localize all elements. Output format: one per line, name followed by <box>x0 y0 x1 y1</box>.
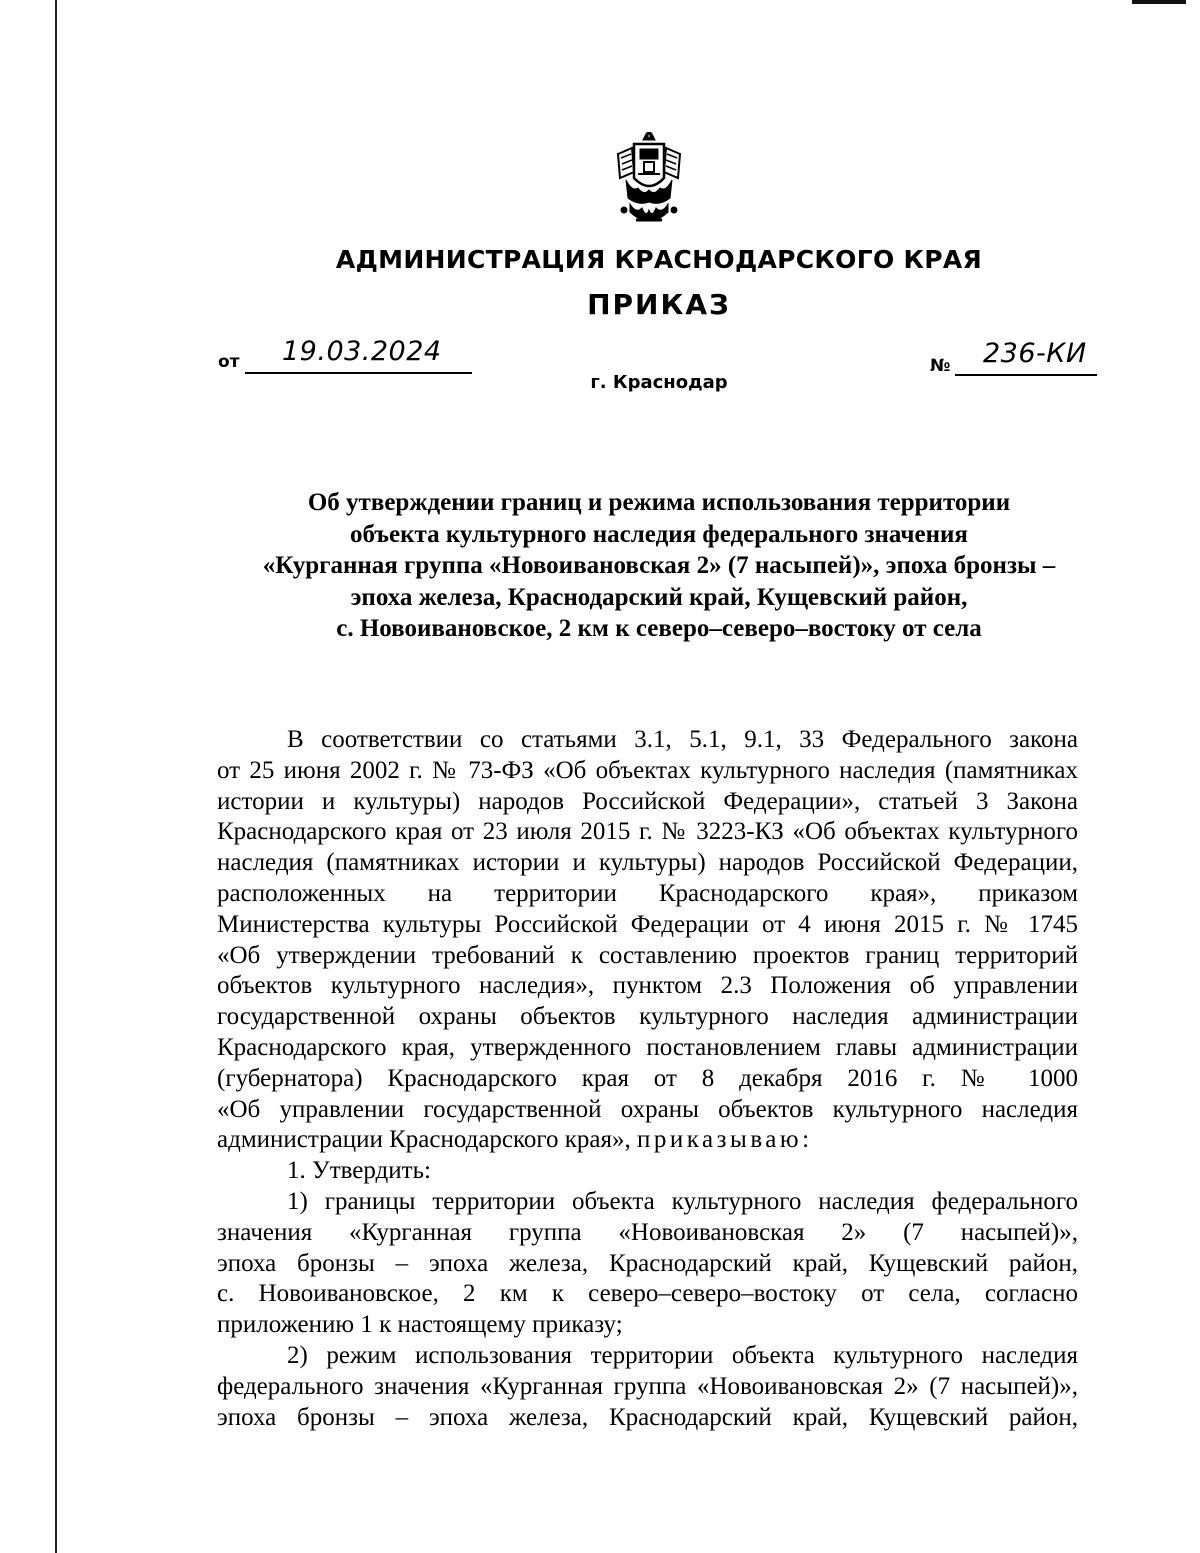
coat-of-arms-emblem <box>610 132 688 224</box>
body-line: с. Новоивановское, 2 км к северо–северо–востоку от села, согласно <box>217 1280 1078 1308</box>
body-line: «Об управлении государственной охраны объектов культурного наследия <box>217 1095 1078 1123</box>
body-line: Министерства культуры Российской Федерации от 4 июня 2015 г. № 1745 <box>217 910 1078 938</box>
body-line: наследия (памятниках истории и культуры) народов Российской Федерации, <box>217 849 1078 877</box>
body-line: от 25 июня 2002 г. № 73-ФЗ «Об объектах культурного наследия (памятниках <box>217 756 1078 784</box>
body-line: приложению 1 к настоящему приказу; <box>217 1311 623 1339</box>
city-label: г. Краснодар <box>590 372 728 393</box>
body-line: Краснодарского края от 23 июля 2015 г. № 3223-КЗ «Об объектах культурного <box>217 818 1078 846</box>
date-value-handwritten: 19.03.2024 <box>282 336 442 367</box>
body-line: «Об утверждении требований к составлению проектов границ территорий <box>217 941 1078 969</box>
subject-line: эпоха железа, Краснодарский край, Кущевский район, <box>350 583 968 611</box>
body-line: значения «Курганная группа «Новоивановская 2» (7 насыпей)», <box>217 1218 1078 1246</box>
body-line: расположенных на территории Краснодарского края», приказом <box>217 879 1078 907</box>
subject-line: Об утверждении границ и режима использования территории <box>307 489 1011 516</box>
body-line: эпоха бронзы – эпоха железа, Краснодарский край, Кущевский район, <box>217 1403 1078 1431</box>
body-line: эпоха бронзы – эпоха железа, Краснодарский край, Кущевский район, <box>217 1249 1078 1277</box>
body-line: 1) границы территории объекта культурного наследия федерального <box>287 1187 1078 1215</box>
body-line: государственной охраны объектов культурного наследия администрации <box>217 1003 1078 1031</box>
number-value-handwritten: 236-КИ <box>983 338 1087 369</box>
body-line: истории и культуры) народов Российской Федерации», статьей 3 Закона <box>217 787 1078 815</box>
document-body <box>217 725 1078 1433</box>
document-type-title: ПРИКАЗ <box>587 288 731 321</box>
number-underline <box>955 374 1097 376</box>
body-line: федерального значения «Курганная группа «Новоивановская 2» (7 насыпей)», <box>217 1372 1078 1400</box>
order-word: приказываю: <box>637 1126 813 1154</box>
item-heading: 1. Утвердить: <box>287 1157 431 1185</box>
subject-line: «Курганная группа «Новоивановская 2» (7 насыпей)», эпоха бронзы – <box>262 552 1056 579</box>
body-line: (губернатора) Краснодарского края от 8 декабря 2016 г. № 1000 <box>217 1064 1078 1092</box>
number-label: № <box>930 356 951 376</box>
scan-edge-line <box>55 0 57 1553</box>
body-line: объектов культурного наследия», пунктом 2.3 Положения об управлении <box>217 972 1078 1000</box>
subject-line: с. Новоивановское, 2 км к северо–северо–востоку от села <box>336 615 982 642</box>
body-line: Краснодарского края, утвержденного постановлением главы администрации <box>217 1033 1078 1061</box>
subject-line: объекта культурного наследия федерального значения <box>350 520 968 548</box>
body-line-order <box>217 1125 1078 1156</box>
document-subject <box>218 487 1100 645</box>
date-label: от <box>218 352 240 372</box>
scan-mark <box>1132 0 1186 4</box>
preamble-ending: администрации Краснодарского края», <box>217 1126 638 1154</box>
organization-title: АДМИНИСТРАЦИЯ КРАСНОДАРСКОГО КРАЯ <box>335 245 983 274</box>
body-line: В соответствии со статьями 3.1, 5.1, 9.1, 33 Федерального закона <box>287 726 1078 753</box>
body-line: 2) режим использования территории объекта культурного наследия <box>287 1341 1078 1369</box>
